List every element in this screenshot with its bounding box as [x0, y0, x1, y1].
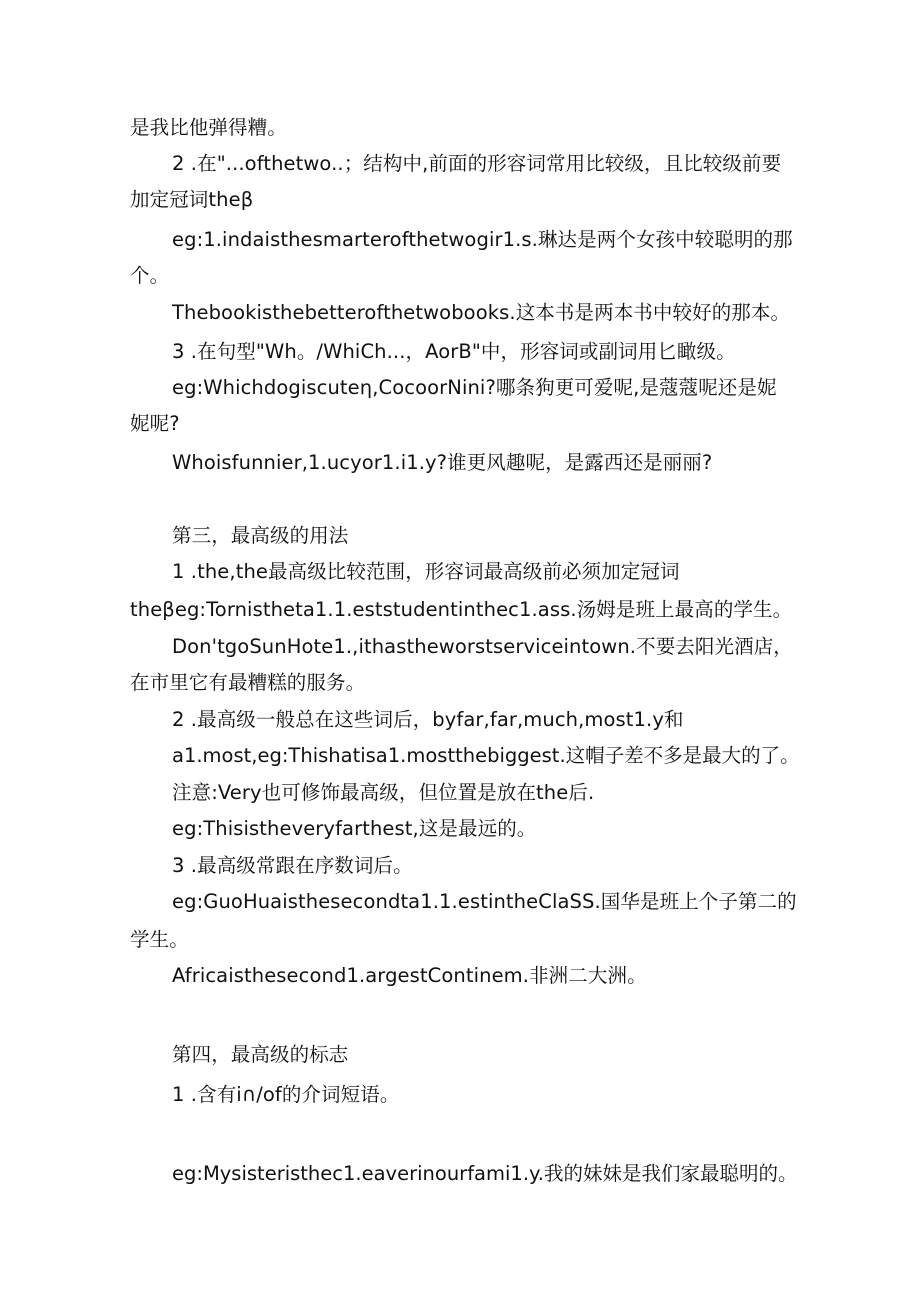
text-line: 3 .最高级常跟在序数词后。 [172, 854, 413, 877]
text-line: theβeg:Tornistheta1.1.eststudentinthec1.ass.汤姆是班上最高的学生。 [130, 598, 793, 621]
text-line: Whoisfunnier,1.ucyor1.i1.y?谁更风趣呢，是露西还是丽丽? [172, 451, 713, 474]
text-line: 3 .在句型"Wh。/WhiCh...，AorB"中，形容词或副词用匕瞰级。 [172, 340, 736, 363]
text-line: 2 .最高级一般总在这些词后，byfar,far,much,most1.y和 [172, 708, 684, 731]
text-line: Thebookisthebetterofthetwobooks.这本书是两本书中较好的那本。 [172, 301, 791, 324]
text-line: 是我比他弹得糟。 [130, 116, 287, 139]
text-line: 在市里它有最糟糕的服务。 [130, 671, 366, 694]
section-heading: 第四，最高级的标志 [172, 1043, 349, 1066]
text-line: 1 .含有i∩/of的介词短语。 [172, 1083, 400, 1106]
text-line: eg:1.indaisthesmarterofthetwogir1.s.琳达是两个女孩中较聪明的那 [172, 228, 793, 251]
text-line: eg:GuoHuaisthesecondta1.1.estintheClaSS.国华是班上个子第二的 [172, 890, 797, 913]
text-line: eg:Mysisteristhec1.eaverinourfami1.y.我的妹妹是我们家最聪明的。 [172, 1162, 798, 1185]
text-line: 个。 [130, 264, 170, 287]
text-line: 1 .the,the最高级比较范围，形容词最高级前必须加定冠词 [172, 560, 680, 583]
text-line: a1.most,eg:Thishatisa1.mostthebiggest.这帽子差不多是最大的了。 [172, 744, 800, 767]
section-heading: 第三，最高级的用法 [172, 524, 349, 547]
text-line: 妮呢? [130, 412, 180, 435]
text-line: 加定冠词theβ [130, 188, 254, 211]
text-line: eg:Whichdogiscuteη,CocoorNini?哪条狗更可爱呢,是蔻蔻呢还是妮 [172, 376, 777, 399]
text-line: eg:Thisistheveryfarthest,这是最远的。 [172, 817, 537, 840]
text-line: 注意:Very也可修饰最高级，但位置是放在the后. [172, 781, 595, 804]
text-line: Don'tgoSunHote1.,ithastheworstserviceintown.不要去阳光酒店， [172, 635, 793, 658]
text-line: Africaisthesecond1.argestContinem.非洲二大洲。 [172, 964, 647, 987]
text-line: 2 .在"...ofthetwo..；结构中,前面的形容词常用比较级，且比较级前要 [172, 152, 782, 175]
text-line: 学生。 [130, 928, 189, 951]
